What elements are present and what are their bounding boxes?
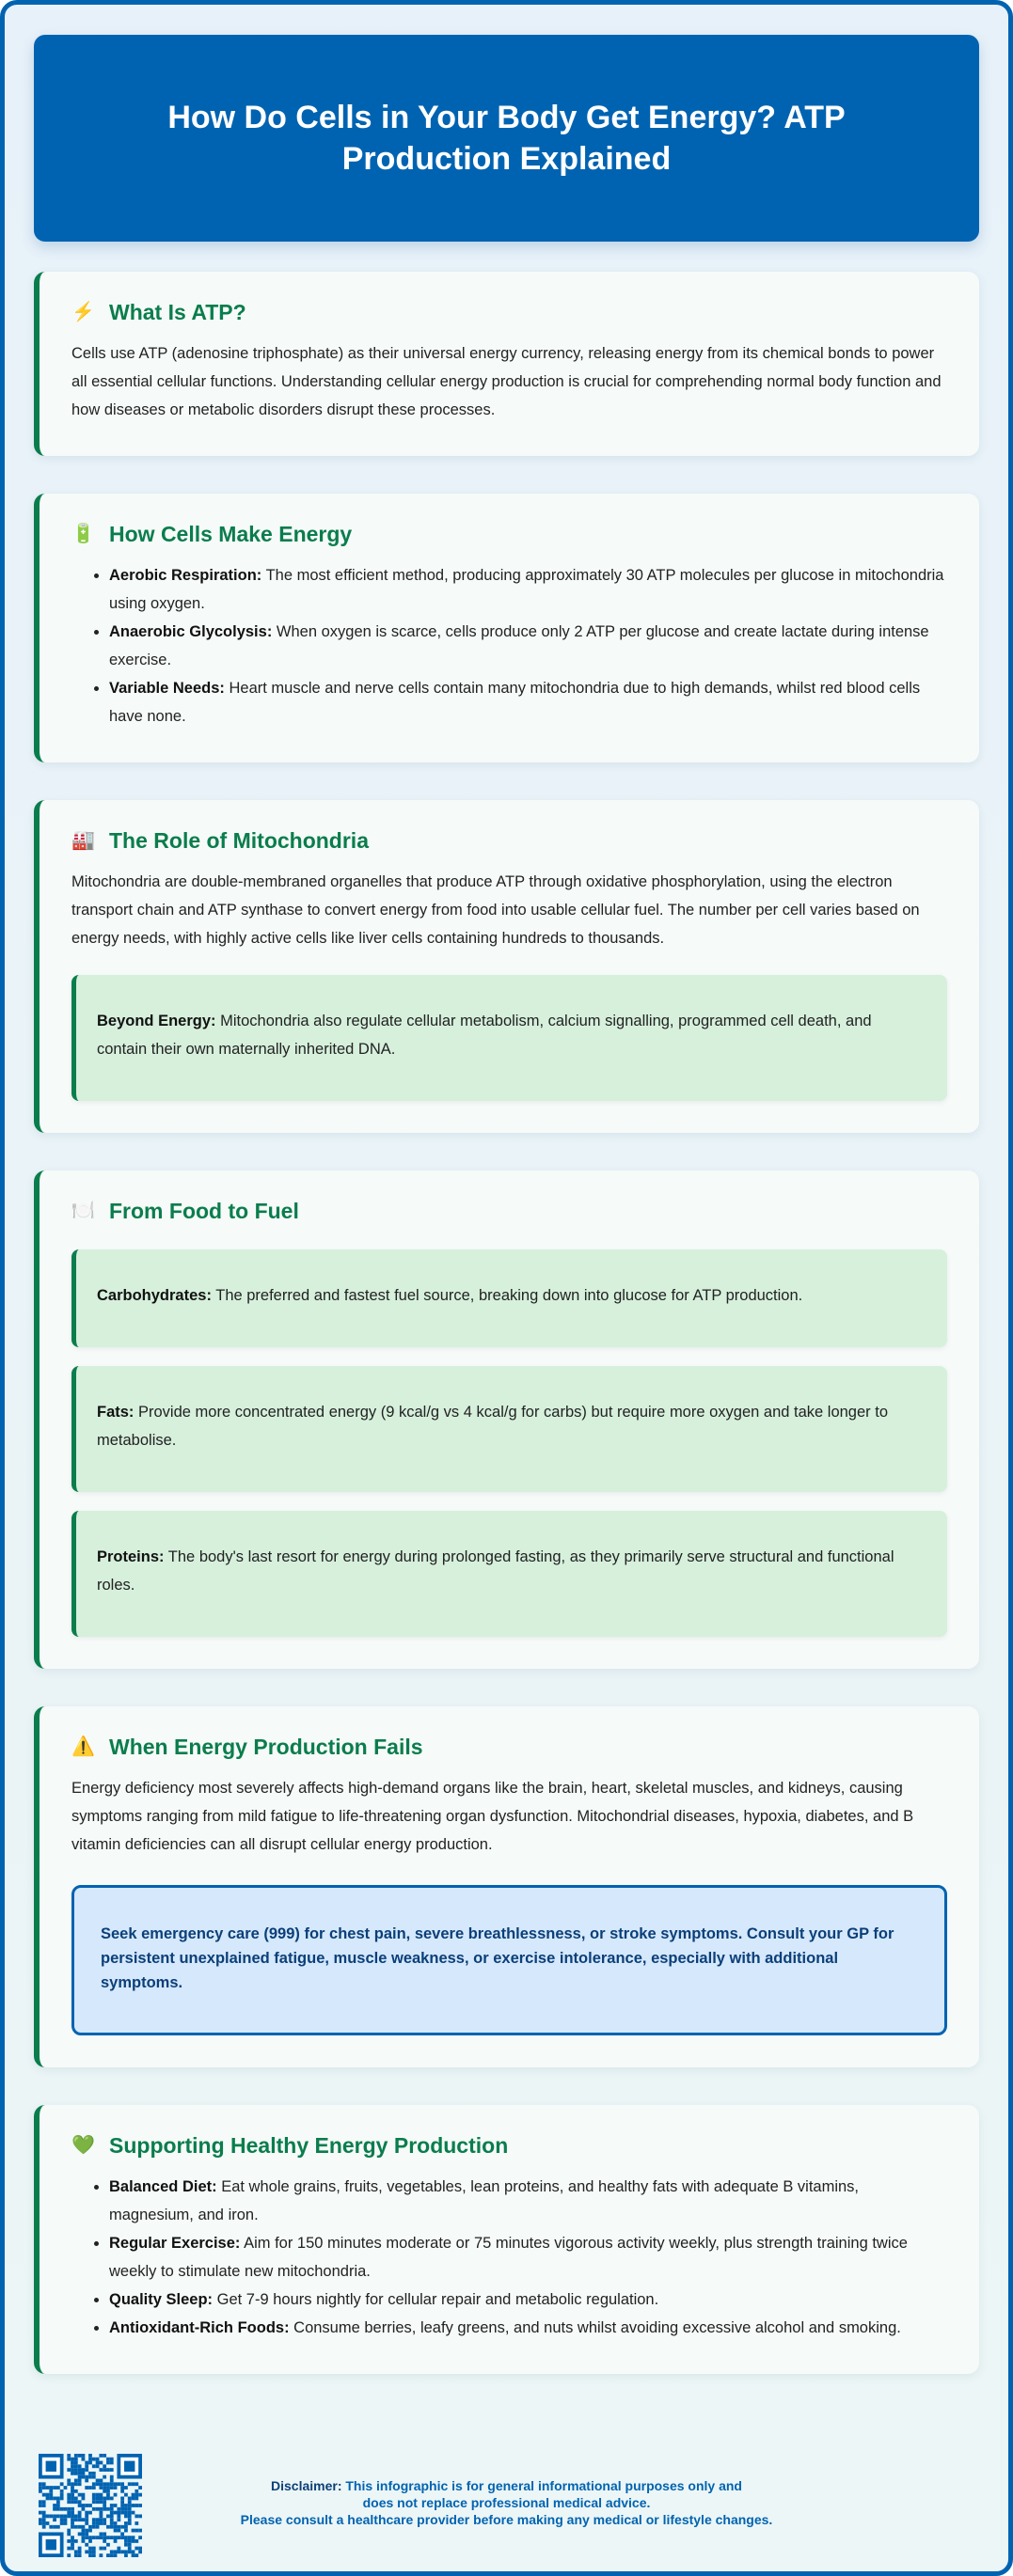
factory-icon: 🏭	[71, 830, 95, 851]
fuel-note-fats: Fats: Provide more concentrated energy (9 kcal/g vs 4 kcal/g for carbs) but require more oxygen and take longer to metabolise.	[71, 1366, 947, 1492]
fuel-note-carbohydrates: Carbohydrates: The preferred and fastest fuel source, breaking down into glucose for ATP production.	[71, 1249, 947, 1347]
section-title: From Food to Fuel	[109, 1199, 299, 1223]
section-supporting-energy	[34, 2105, 979, 2374]
lightning-icon: ⚡	[71, 302, 95, 322]
warning-icon: ⚠️	[71, 1736, 95, 1757]
list-item: • Aerobic Respiration: The most efficient method, producing approximately 30 ATP molecules per glucose in mitochondria using oxygen.	[109, 561, 947, 618]
disclaimer: Disclaimer: This infographic is for general informational purposes only and does not replace professional medical advice. Please consult a healthcare provider before making any medical or lifestyle changes.	[240, 2478, 773, 2527]
section-energy-production-fails	[34, 1706, 979, 2067]
section-text: Mitochondria are double-membraned organelles that produce ATP through oxidative phosphorylation, using the electron transport chain and ATP synthase to convert energy from food into usable cellular fuel. The number per cell varies based on energy needs, with highly active cells like liver cells containing hundreds to thousands.	[71, 873, 920, 947]
section-title: How Cells Make Energy	[109, 522, 353, 546]
list-item: • Regular Exercise: Aim for 150 minutes moderate or 75 minutes vigorous activity weekly, plus strength training twice weekly to stimulate new mitochondria.	[109, 2229, 947, 2285]
section-title: What Is ATP?	[109, 300, 246, 324]
page-title: How Do Cells in Your Body Get Energy? ATP Production Explained	[167, 100, 846, 177]
footer	[34, 2411, 979, 2562]
info-note: Beyond Energy: Mitochondria also regulate cellular metabolism, calcium signalling, programmed cell death, and contain their own maternally inherited DNA.	[71, 975, 947, 1101]
list-item: • Antioxidant-Rich Foods: Consume berries, leafy greens, and nuts whilst avoiding excessive alcohol and smoking.	[109, 2314, 947, 2342]
plate-icon: 🍽️	[71, 1201, 95, 1221]
bullet-list	[71, 561, 947, 730]
page-header	[34, 35, 979, 242]
list-item: • Anaerobic Glycolysis: When oxygen is scarce, cells produce only 2 ATP per glucose and create lactate during intense exercise.	[109, 618, 947, 674]
list-item: • Quality Sleep: Get 7-9 hours nightly for cellular repair and metabolic regulation.	[109, 2285, 947, 2314]
battery-icon: 🔋	[71, 524, 95, 544]
section-food-to-fuel	[34, 1170, 979, 1669]
green-heart-icon: 💚	[71, 2135, 95, 2156]
section-title: When Energy Production Fails	[109, 1735, 423, 1759]
section-title: The Role of Mitochondria	[109, 828, 369, 853]
section-role-of-mitochondria	[34, 800, 979, 1133]
section-title: Supporting Healthy Energy Production	[109, 2133, 509, 2158]
list-item: • Balanced Diet: Eat whole grains, fruits, vegetables, lean proteins, and healthy fats with adequate B vitamins, magnesium, and iron.	[109, 2173, 947, 2229]
section-text: Energy deficiency most severely affects high-demand organs like the brain, heart, skeletal muscles, and kidneys, causing symptoms ranging from mild fatigue to life-threatening organ dysfunction. Mitochondrial diseases, hypoxia, diabetes, and B vitamin deficiencies can all disrupt cellular energy production.	[71, 1780, 914, 1853]
fuel-note-proteins: Proteins: The body's last resort for energy during prolonged fasting, as they primarily serve structural and functional roles.	[71, 1511, 947, 1637]
section-how-cells-make-energy	[34, 494, 979, 762]
emergency-alert: Seek emergency care (999) for chest pain, severe breathlessness, or stroke symptoms. Consult your GP for persistent unexplained fatigue, muscle weakness, or exercise intolerance, especially with additional symptoms.	[71, 1885, 947, 2035]
section-text: Cells use ATP (adenosine triphosphate) as their universal energy currency, releasing energy from its chemical bonds to power all essential cellular functions. Understanding cellular energy production is crucial for comprehending normal body function and how diseases or metabolic disorders disrupt these processes.	[71, 345, 942, 418]
section-what-is-atp	[34, 272, 979, 456]
bullet-list	[71, 2173, 947, 2342]
list-item: • Variable Needs: Heart muscle and nerve cells contain many mitochondria due to high demands, whilst red blood cells have none.	[109, 674, 947, 730]
